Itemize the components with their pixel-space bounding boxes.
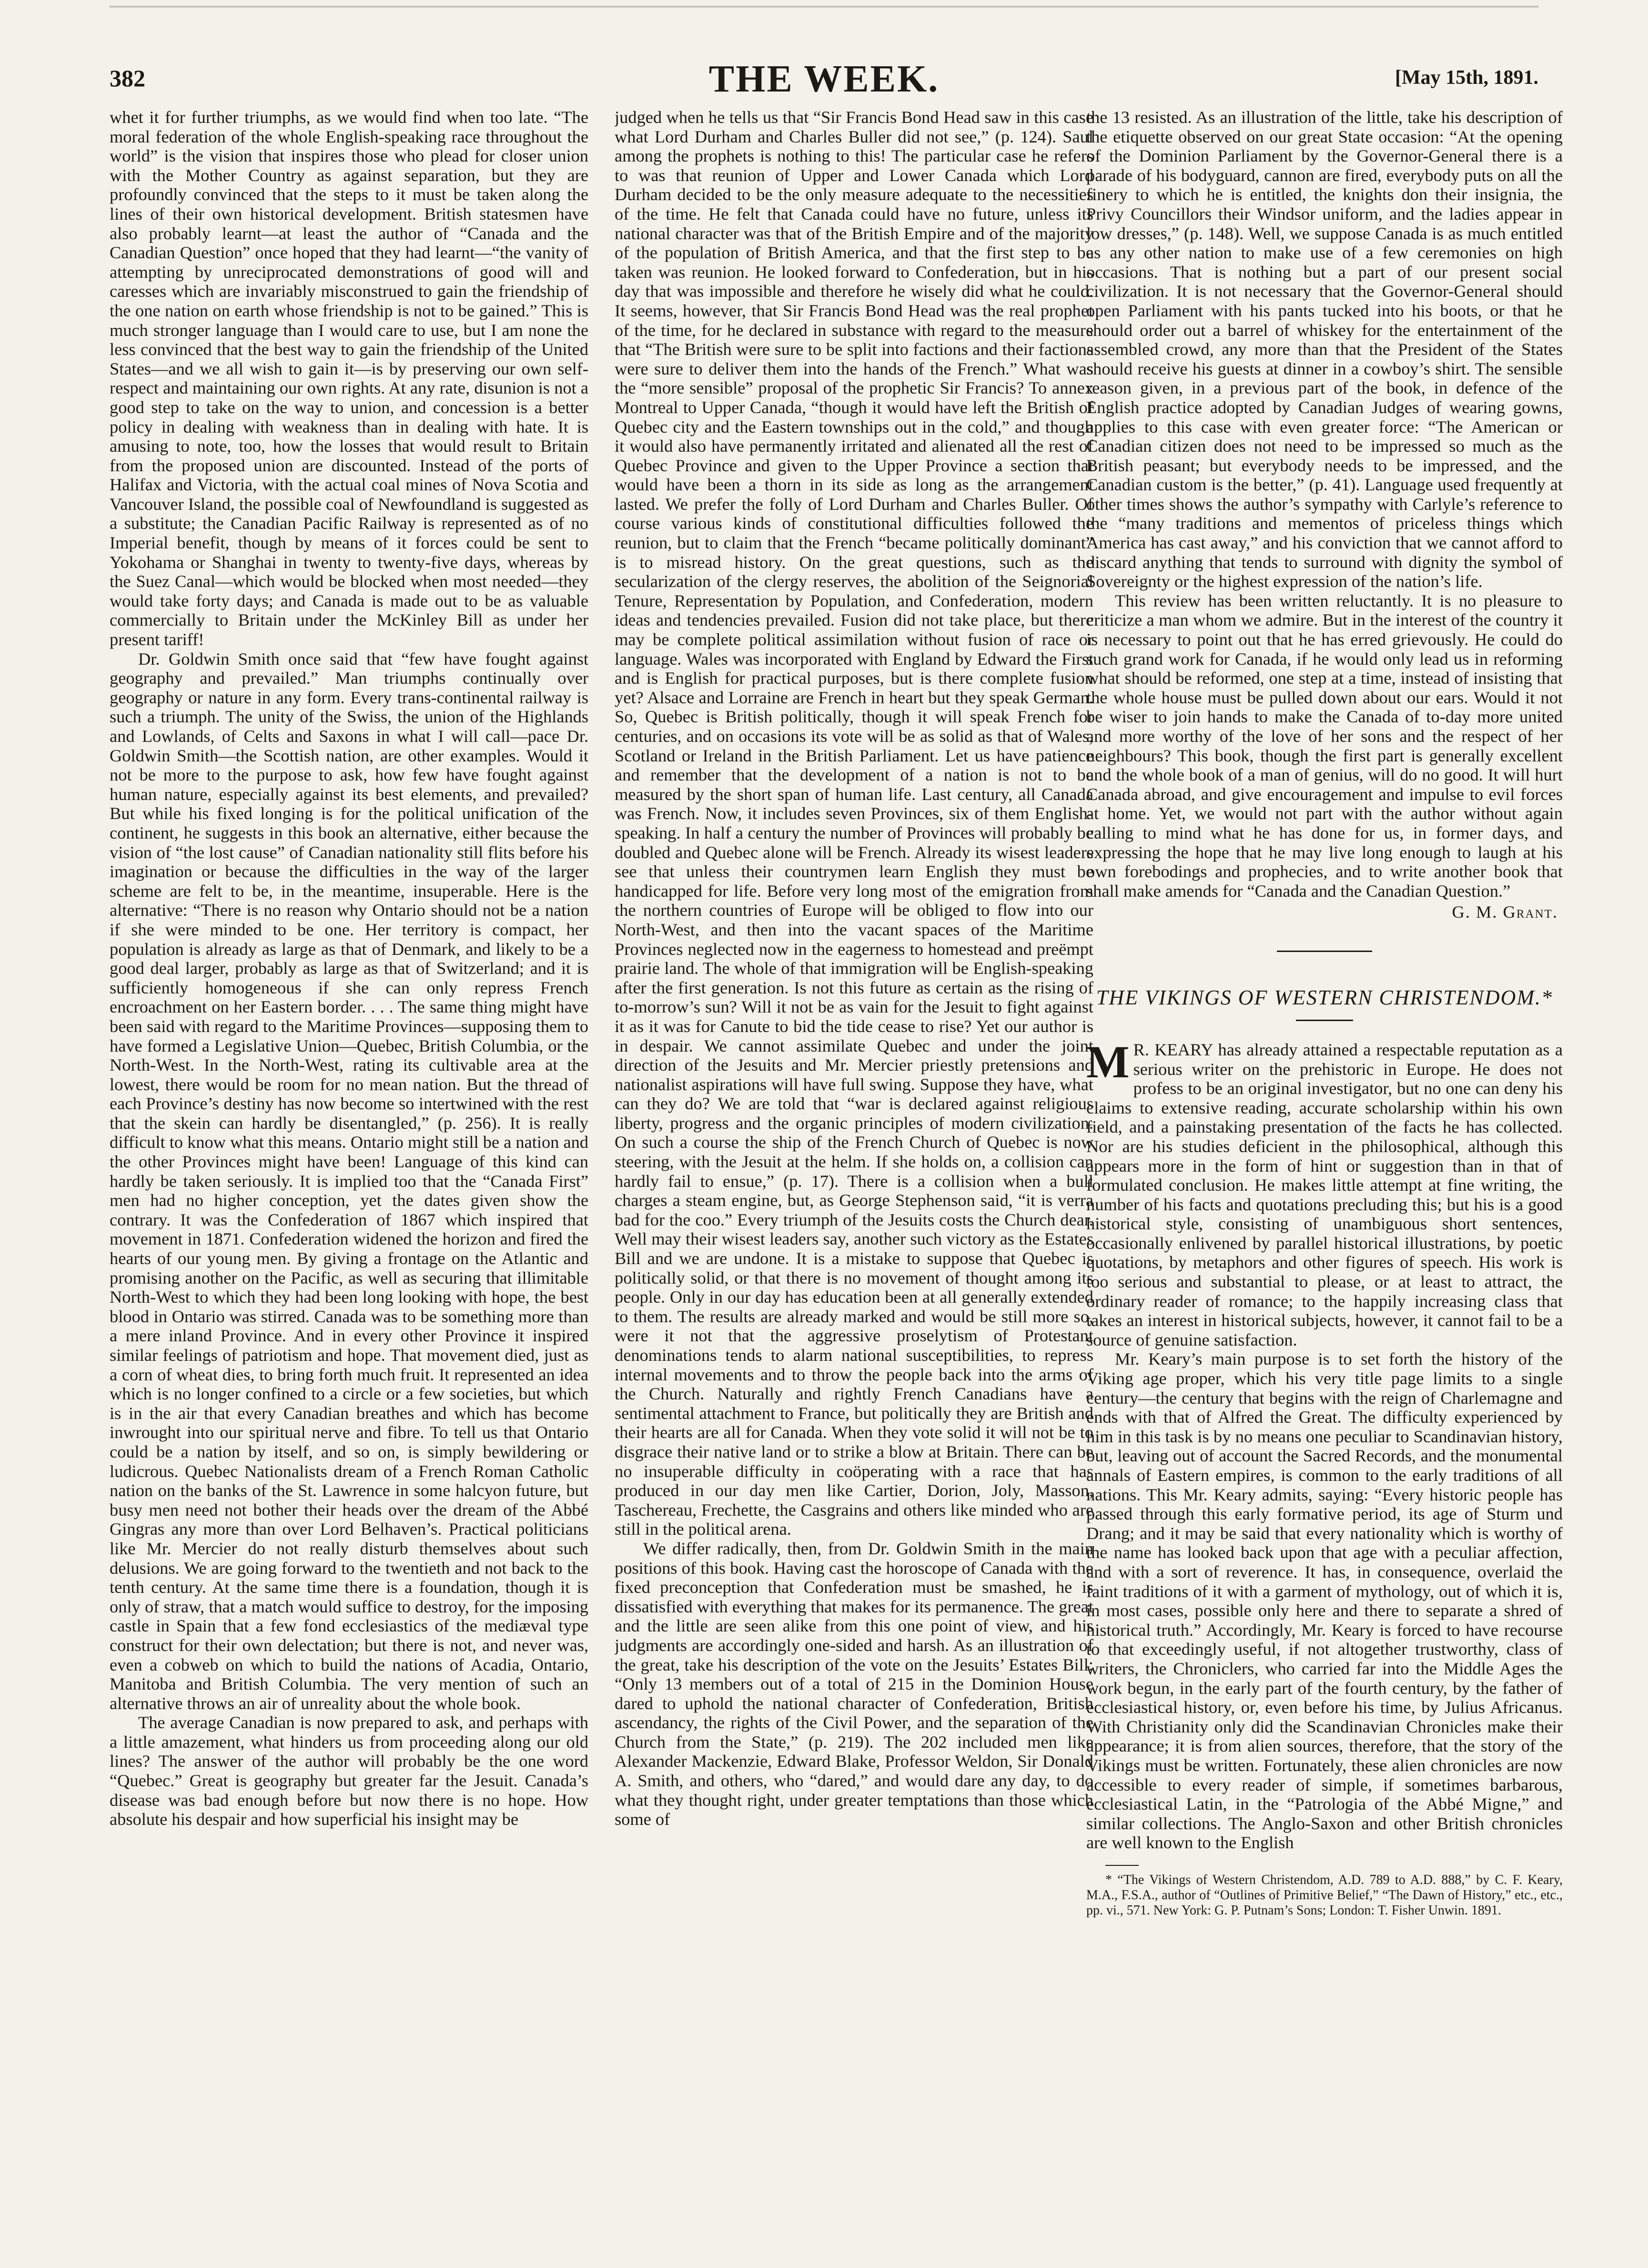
page-number: 382 [110, 65, 145, 91]
paragraph: The average Canadian is now prepared to ask, and perhaps with a little amazement, what hinders us from proceeding along our old lines? The answer of the author will probably be the one word “Quebec.” Great is geography but greater far the Jesuit. Canada’s disease was bad enough before but now there is no hope. How absolute his despair and how superficial his insight may be [110, 1713, 588, 1829]
article-paragraph-text: R. KEARY has already attained a respectable reputation as a serious writer on the prehistoric in Europe. He does not profess to be an original investigator, but no one can deny his claims to extensive reading, accurate scholarship within his own field, and a painstaking presentation of the facts he has collected. Nor are his studies deficient in the philosophical, although this appears more in the form of hint or suggestion than in that of formulated conclusion. He makes little attempt at fine writing, the number of his facts and quotations precluding this; but his is a good historical style, consisting of unambiguous short sentences, occasionally enlivened by parallel historical illustrations, by poetic quotations, by metaphors and other figures of speech. His work is too serious and substantial to please, or at least to attract, the ordinary reader of romance; to the happily increasing class that takes an interest in historical subjects, however, it cannot fail to be a source of genuine satisfaction. [1086, 1040, 1563, 1349]
paragraph: the 13 resisted. As an illustration of the little, take his description of the etiquette observed on our great State occasion: “At the opening of the Dominion Parliament by the Governor-General there is a parade of his bodyguard, cannon are fired, everybody puts on all the finery to which he is entitled, the knights don their insignia, the Privy Councillors their Windsor uniform, and the ladies appear in low dresses,” (p. 148). Well, we suppose Canada is as much entitled as any other nation to make use of a few ceremonies on high occasions. That is nothing but a part of our present social civilization. It is not necessary that the Governor-General should open Parliament with his pants tucked into his boots, or that he should order out a barrel of whiskey for the entertainment of the assembled crowd, any more than that the President of the States should receive his guests at dinner in a cowboy’s shirt. The sensible reason given, in a previous part of the book, in defence of the English practice adopted by Canadian Judges of wearing gowns, applies to this case with even greater force: “The American or Canadian citizen does not need to be impressed so much as the British peasant; but everybody needs to be impressed, and the Canadian custom is the better,” (p. 41). Language used frequently at other times shows the author’s sympathy with Carlyle’s reference to the “many traditions and mementos of priceless things which America has cast away,” and his conviction that we cannot afford to discard anything that tends to surround with dignity the symbol of Sovereignty or the highest expression of the nation’s life. [1086, 108, 1563, 591]
masthead-title: THE WEEK. [708, 58, 940, 100]
article-paragraph [1086, 1036, 1563, 1350]
paragraph: Dr. Goldwin Smith once said that “few have fought against geography and prevailed.” Man triumphs continually over geography or nature in any form. Every trans-continental railway is such a triumph. The unity of the Swiss, the union of the Highlands and Lowlands, of Celts and Saxons in what I will call—pace Dr. Goldwin Smith—the Scottish nation, are other examples. Would it not be more to the purpose to ask, how few have fought against human nature, especially against its best elements, and prevailed? But while his fixed longing is for the political unification of the continent, he suggests in this book an alternative, either because the vision of “the lost cause” of Canadian nationality still flits before his imagination or because the difficulties in the way of the larger scheme are felt to be, in the meantime, insuperable. Here is the alternative: “There is no reason why Ontario should not be a nation if she were minded to be one. Her territory is compact, her population is already as large as that of Denmark, and likely to be a good deal larger, probably as large as that of Switzerland; and it is sufficiently homogeneous if she can only repress French encroachment on her Eastern border. . . . The same thing might have been said with regard to the Maritime Provinces—supposing them to have formed a Legislative Union—Quebec, British Columbia, or the North-West. In the North-West, rating its cultivable area at the lowest, there would be room for no mean nation. But the thread of each Province’s destiny has now become so intertwined with the rest that the skein can hardly be disentangled,” (p. 256). It is really difficult to know what this means. Ontario might still be a nation and the other Provinces might have been! Language of this kind can hardly be taken seriously. It is implied too that the “Canada First” men had no higher conception, yet the dates given show the contrary. It was the Confederation of 1867 which inspired that movement in 1871. Confederation widened the horizon and fired the hearts of our young men. By giving a frontage on the Atlantic and promising another on the Pacific, as well as securing that illimitable North-West to which they had been long looking with hope, the best blood in Ontario was stirred. Canada was to be something more than a mere inland Province. And in every other Province it inspired similar feelings of patriotism and hope. That movement died, just as a corn of wheat dies, to bring forth much fruit. It represented an idea which is no longer confined to a circle or a few societies, but which is in the air that every Canadian breathes and which has become inwrought into our spiritual nerve and fibre. To tell us that Ontario could be a nation by itself, and so on, is simply bewildering or ludicrous. Quebec Nationalists dream of a French Roman Catholic nation on the banks of the St. Lawrence in some halcyon future, but busy men need not bother their heads over the dream of the Abbé Gingras any more than over Lord Belhaven’s. Practical politicians like Mr. Mercier do not really disturb themselves about such delusions. We are going forward to the twentieth and not back to the tenth century. At the same time there is a foundation, though it is only of straw, that a match would suffice to destroy, for the imposing castle in Spain that a few fond ecclesiastics of the mediæval type construct for their own delectation; but there is not, and never was, even a cobweb on which to build the nations of Acadia, Ontario, Manitoba and British Columbia. The very mention of such an alternative throws an air of unreality about the whole book. [110, 649, 588, 1713]
title-rule [1296, 1020, 1353, 1021]
section-divider [1277, 951, 1372, 952]
drop-cap: M [1086, 1036, 1130, 1087]
column-1 [110, 108, 588, 2238]
column-3 [1086, 108, 1563, 2238]
issue-date: [May 15th, 1891. [1395, 67, 1538, 89]
paragraph: We differ radically, then, from Dr. Goldwin Smith in the main positions of this book. Having cast the horoscope of Canada with the fixed preconception that Confederation must be smashed, he is dissatisfied with everything that makes for its permanence. The great and the little are seen alike from this one point of view, and his judgments are accordingly one-sided and harsh. As an illustration of the great, take his description of the vote on the Jesuits’ Estates Bill: “Only 13 members out of a total of 215 in the Dominion House dared to uphold the national character of Confederation, British ascendancy, the rights of the Civil Power, and the separation of the Church from the State,” (p. 219). The 202 included men like Alexander Mackenzie, Edward Blake, Professor Weldon, Sir Donald A. Smith, and others, who “dared,” and would dare any day, to do what they thought right, under greater temptations than those which some of [615, 1539, 1093, 1829]
footnote: * “The Vikings of Western Christendom, A.D. 789 to A.D. 888,” by C. F. Keary, M.A., F.S.A., author of “Outlines of Primitive Belief,” “The Dawn of History,” etc., etc., pp. vi., 571. New York: G. P. Putnam’s Sons; London: T. Fisher Unwin. 1891. [1086, 1872, 1563, 1918]
paragraph: judged when he tells us that “Sir Francis Bond Head saw in this case what Lord Durham and Charles Buller did not see,” (p. 124). Saul among the prophets is nothing to this! The particular case he refers to was that reunion of Upper and Lower Canada which Lord Durham decided to be the only measure adequate to the necessities of the time. He felt that Canada could have no future, unless its national character was that of the British Empire and of the majority of the population of British America, and that the first step to be taken was reunion. He looked forward to Confederation, but in his day that was impossible and therefore he wisely did what he could. It seems, however, that Sir Francis Bond Head was the real prophet of the time, for he declared in substance with regard to the measure that “The British were sure to be split into factions and their factions were sure to deliver them into the hands of the French.” What was the “more sensible” proposal of the prophetic Sir Francis? To annex Montreal to Upper Canada, “though it would have left the British of Quebec city and the Eastern townships out in the cold,” and though it would also have permanently irritated and alienated all the rest of Quebec Province and given to the Upper Province a section that would have been a thorn in its side as long as the arrangement lasted. We prefer the folly of Lord Durham and Charles Buller. Of course various kinds of constitutional difficulties followed the reunion, but to claim that the French “became politically dominant” is to misread history. On the great questions, such as the secularization of the clergy reserves, the abolition of the Seignorial Tenure, Representation by Population, and Confederation, modern ideas and tendencies prevailed. Fusion did not take place, but there may be complete political assimilation without fusion of race or language. Wales was incorporated with England by Edward the First and is English for practical purposes, but is there complete fusion yet? Alsace and Lorraine are French in heart but they speak German. So, Quebec is British politically, though it will speak French for centuries, and on occasions its vote will be as solid as that of Wales, Scotland or Ireland in the British Parliament. Let us have patience and remember that the development of a nation is not to be measured by the short span of human life. Last century, all Canada was French. Now, it includes seven Provinces, six of them English-speaking. In half a century the number of Provinces will probably be doubled and Quebec alone will be French. Already its wisest leaders see that unless their countrymen learn English they must be handicapped for life. Before very long most of the emigration from the northern countries of Europe will be obliged to flow into our North-West, and then into the vacant spaces of the Maritime Provinces neglected now in the eagerness to homestead and preëmpt prairie land. The whole of that immigration will be English-speaking after the first generation. Is not this future as certain as the rising of to-morrow’s sun? Will it not be as vain for the Jesuit to fight against it as it was for Canute to bid the tide cease to rise? Yet our author is in despair. We cannot assimilate Quebec and under the joint direction of the Jesuits and Mr. Mercier priestly pretensions and nationalist aspirations will have full swing. Suppose they have, what can they do? We are told that “war is declared against religious liberty, progress and the organic principles of modern civilization. On such a course the ship of the French Church of Quebec is now steering, with the Jesuit at the helm. If she holds on, a collision can hardly fail to ensue,” (p. 17). There is a collision when a bull charges a steam engine, but, as George Stephenson said, “it is verra bad for the coo.” Every triumph of the Jesuits costs the Church dear. Well may their wisest leaders say, another such victory as the Estates Bill and we are undone. It is a mistake to suppose that Quebec is politically solid, or that there is no movement of thought among its people. Only in our day has education been at all generally extended to them. The results are already marked and would be still more so, were it not that the aggressive proselytism of Protestant denominations tends to alarm national susceptibilities, to repress internal movements and to throw the people back into the arms of the Church. Naturally and rightly French Canadians have a sentimental attachment to France, but politically they are British and their hearts are all for Canada. When they vote solid it will not be to disgrace their native land or to strike a blow at Britain. There can be no insuperable difficulty in coöperating with a race that has produced in our day men like Cartier, Dorion, Joly, Masson, Taschereau, Frechette, the Casgrains and others like minded who are still in the political arena. [615, 108, 1093, 1539]
review-signature: G. M. Grant. [1452, 902, 1558, 922]
page-header [110, 55, 1538, 112]
column-2 [615, 108, 1093, 2238]
article-title: THE VIKINGS OF WESTERN CHRISTENDOM.* [1096, 985, 1553, 1009]
paragraph: whet it for further triumphs, as we would find when too late. “The moral federation of the whole English-speaking race throughout the world” is the vision that inspires those who plead for closer union with the Mother Country as against separation, but they are profoundly convinced that the steps to it must be taken along the lines of their own historical development. British statesmen have also probably learnt—at least the author of “Canada and the Canadian Question” once hoped that they had learnt—“the vanity of attempting by unreciprocated demonstrations of good will and caresses which are invariably misconstrued to gain the friendship of the one nation on earth whose friendship is not to be gained.” This is much stronger language than I would care to use, but I am none the less convinced that the best way to gain the friendship of the United States—and we all wish to gain it—is by preserving our own self-respect and maintaining our own rights. At any rate, disunion is not a good step to take on the way to union, and concession is a better policy in dealing with weakness than in dealing with hate. It is amusing to note, too, how the losses that would result to Britain from the proposed union are discounted. Instead of the ports of Halifax and Victoria, with the actual coal mines of Nova Scotia and Vancouver Island, the possible coal of Newfoundland is suggested as a substitute; the Canadian Pacific Railway is represented as of no Imperial benefit, though by means of it forces could be sent to Yokohama or Shanghai in twenty to twenty-five days, whereas by the Suez Canal—which would be blocked when most needed—they would take forty days; and Canada is made out to be as valuable commercially to Britain under the McKinley Bill as under her present tariff! [110, 108, 588, 649]
footnote-rule [1105, 1865, 1139, 1866]
top-edge-rule [110, 6, 1538, 8]
article-paragraph: Mr. Keary’s main purpose is to set forth the history of the Viking age proper, which his very title page limits to a single century—the century that begins with the reign of Charlemagne and ends with that of Alfred the Great. The difficulty experienced by him in this task is by no means one peculiar to Scandinavian history, but, leaving out of account the Sacred Records, and the monumental annals of Eastern empires, is common to the early traditions of all nations. This Mr. Keary admits, saying: “Every historic people has passed through this early formative period, its age of Sturm und Drang; and it may be said that every nationality which is worthy of the name has looked back upon that age with a peculiar affection, and with a sort of reverence. It has, in consequence, overlaid the faint traditions of it with a garment of mythology, out of which it is, in most cases, possible only here and there to separate a shred of historical truth.” Accordingly, Mr. Keary is forced to have recourse to that exceedingly useful, if not altogether trustworthy, class of writers, the Chroniclers, who carried far into the Middle Ages the work begun, in the early part of the fourth century, by the father of ecclesiastical history, or, even before his time, by Julius Africanus. With Christianity only did the Scandinavian Chronicles make their appearance; it is from alien sources, therefore, that the story of the Vikings must be written. Fortunately, these alien chronicles are now accessible to every reader of simple, if sometimes barbarous, ecclesiastical Latin, in the “Patrologia of the Abbé Migne,” and similar collections. The Anglo-Saxon and other British chronicles are well known to the English [1086, 1349, 1563, 1853]
paragraph: This review has been written reluctantly. It is no pleasure to criticize a man whom we admire. But in the interest of the country it is necessary to point out that he has erred grievously. He could do such grand work for Canada, if he would only lead us in reforming what should be reformed, one step at a time, instead of insisting that the whole house must be pulled down about our ears. Would it not be wiser to join hands to make the Canada of to-day more united and more worthy of the love of her sons and the respect of her neighbours? This book, though the first part is generally excellent and the whole book of a man of genius, will do no good. It will hurt Canada abroad, and give encouragement and impulse to evil forces at home. Yet, we would not part with the author without again calling to mind what he has done for us, in former days, and expressing the hope that he may live long enough to laugh at his own forebodings and prophecies, and to write another book that shall make amends for “Canada and the Canadian Question.” [1086, 591, 1563, 901]
